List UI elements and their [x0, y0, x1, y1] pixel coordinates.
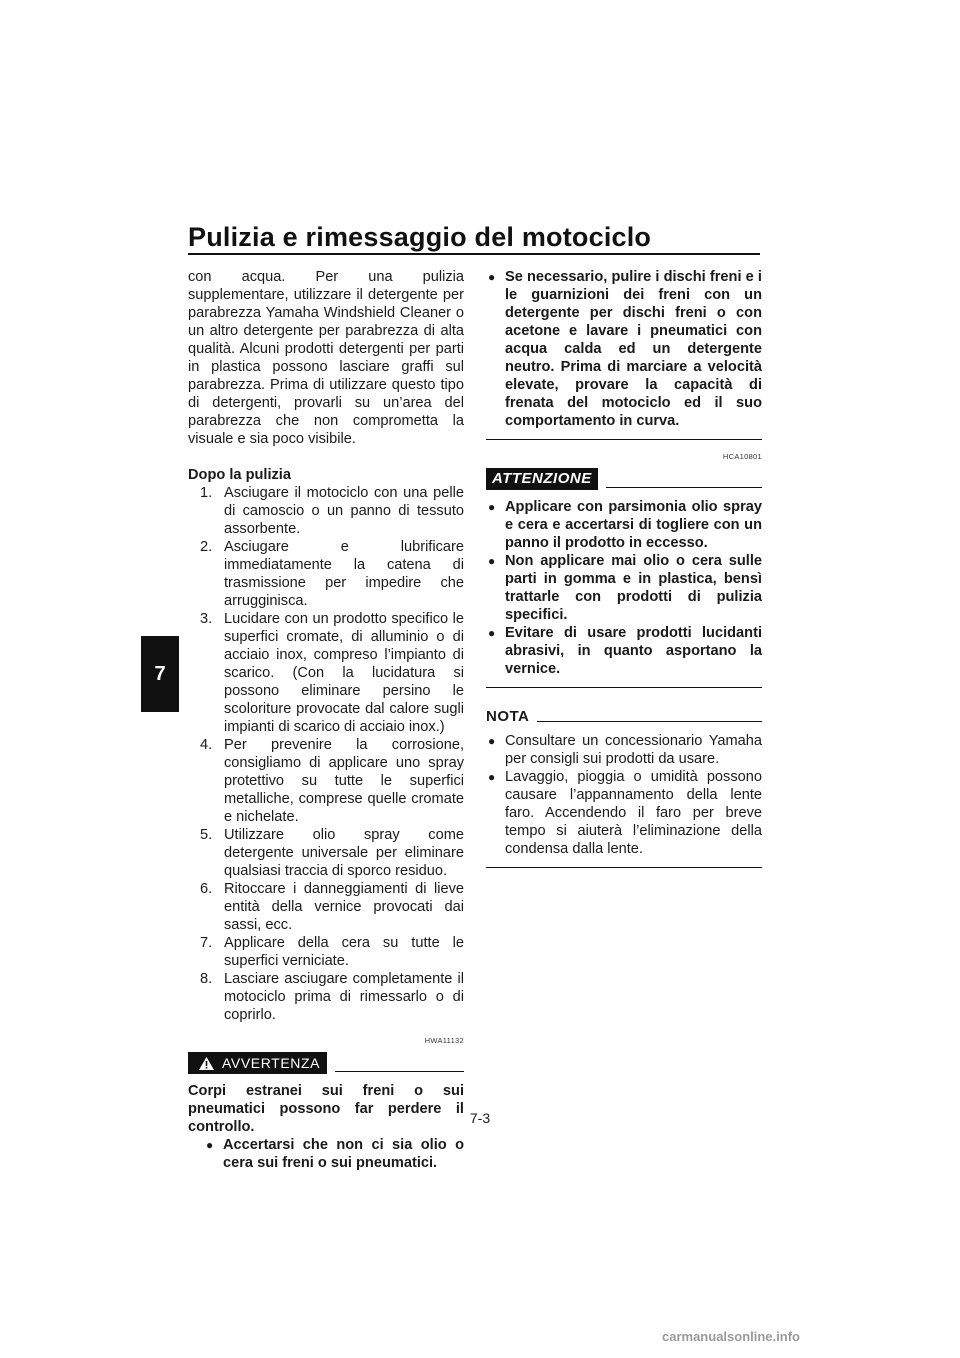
caution-header-rule [606, 487, 762, 488]
note-label: NOTA [486, 708, 530, 725]
list-item: ● Applicare con parsimonia olio spray e cera e accertarsi di togliere con un panno il prodotto in eccesso. [486, 498, 762, 552]
step-text: Per prevenire la corrosione, consigliamo di applicare uno spray protettivo su tutte le superfici metalliche, comprese quelle cromate e nichelate. [224, 737, 464, 825]
caution-end-rule [486, 687, 762, 688]
step-number: 1. [200, 485, 213, 501]
warning-bullets [204, 1136, 464, 1172]
note-header [486, 708, 762, 726]
steps-list [188, 484, 464, 1024]
list-item: ● Consultare un concessionario Yamaha per consigli sui prodotti da usare. [486, 732, 762, 768]
list-item [188, 484, 464, 538]
step-number: 6. [200, 881, 213, 897]
step-number: 8. [200, 971, 213, 987]
after-cleaning-heading: Dopo la pulizia [188, 467, 291, 483]
caution-header [486, 468, 762, 490]
step-text: Applicare della cera su tutte le superfici verniciate. [224, 935, 464, 969]
note-end-rule [486, 867, 762, 868]
warning-triangle-icon [198, 1056, 215, 1071]
footer-watermark: carmanualsonline.info [662, 1329, 800, 1344]
warning-continued-bullets [486, 268, 762, 430]
step-text: Asciugare il motociclo con una pelle di camoscio o un panno di tessuto assorbente. [224, 485, 464, 537]
intro-paragraph: con acqua. Per una pulizia supplementare, utilizzare il detergente per parabrezza Yamaha Windshield Cleaner o un altro detergente per parabrezza di alta qualità. Alcuni prodotti detergenti per parti in plastica possono lasciare graffi sul parabrezza. Prima di utilizzare questo tipo di detergenti, provarli su un’area del parabrezza che non comprometta la visuale e sia poco visibile. [188, 269, 464, 447]
step-number: 4. [200, 737, 213, 753]
step-text: Lasciare asciugare completamente il motociclo prima di rimessarlo o di coprirlo. [224, 971, 464, 1023]
list-item [188, 736, 464, 826]
step-text: Lucidare con un prodotto specifico le superfici cromate, di alluminio o di acciaio inox, compreso l’impianto di scarico. (Con la lucidatura si possono eliminare persino le scoloriture provocate dal calore sugli impianti di scarico di acciaio inox.) [224, 611, 464, 735]
list-item [188, 880, 464, 934]
step-text: Ritoccare i danneggiamenti di lieve entità della vernice provocati dai sassi, ecc. [224, 881, 464, 933]
list-item [188, 970, 464, 1024]
list-item: ● Non applicare mai olio o cera sulle parti in gomma e in plastica, bensì trattarle con prodotti di pulizia specifici. [486, 552, 762, 624]
warning-header [188, 1052, 464, 1074]
warning-end-rule [486, 439, 762, 440]
list-item [188, 538, 464, 610]
warning-label: AVVERTENZA [222, 1055, 321, 1071]
step-text: Utilizzare olio spray come detergente universale per eliminare qualsiasi traccia di sporco residuo. [224, 827, 464, 879]
page-title: Pulizia e rimessaggio del motociclo [188, 222, 652, 252]
list-item: ● Se necessario, pulire i dischi freni e i le guarnizioni dei freni con un detergente per dischi freni o con acetone e lavare i pneumatici con acqua calda ed un detergente neutro. Prima di marciare a velocità elevate, provare la capacità di frenata del motociclo ed il suo comportamento in curva. [486, 268, 762, 430]
right-column [486, 268, 762, 868]
page-number: 7-3 [469, 1110, 491, 1126]
note-header-rule [537, 721, 762, 722]
warning-badge [188, 1052, 327, 1074]
warning-code: HWA11132 [424, 1036, 464, 1045]
note-bullets [486, 732, 762, 858]
chapter-tab: 7 [141, 636, 179, 712]
step-text: Asciugare e lubrificare immediatamente la catena di trasmissione per impedire che arrugginisca. [224, 539, 464, 609]
step-number: 5. [200, 827, 213, 843]
step-number: 7. [200, 935, 213, 951]
left-column [188, 268, 464, 1172]
list-item [188, 826, 464, 880]
caution-bullets [486, 498, 762, 678]
warning-lead: Corpi estranei sui freni o sui pneumatici possono far perdere il controllo. [188, 1083, 464, 1135]
list-item [188, 610, 464, 736]
list-item: ● Evitare di usare prodotti lucidanti abrasivi, in quanto asportano la vernice. [486, 624, 762, 678]
list-item [188, 934, 464, 970]
title-rule [188, 253, 760, 255]
step-number: 2. [200, 539, 213, 555]
list-item: ● Lavaggio, pioggia o umidità possono causare l’appannamento della lente faro. Accendendo il faro per breve tempo si aiuterà l’eliminazione della condensa dalla lente. [486, 768, 762, 858]
step-number: 3. [200, 611, 213, 627]
warning-header-rule [335, 1071, 464, 1072]
list-item: ● Accertarsi che non ci sia olio o cera sui freni o sui pneumatici. [204, 1136, 464, 1172]
caution-badge: ATTENZIONE [486, 468, 598, 490]
caution-code: HCA10801 [722, 452, 762, 461]
